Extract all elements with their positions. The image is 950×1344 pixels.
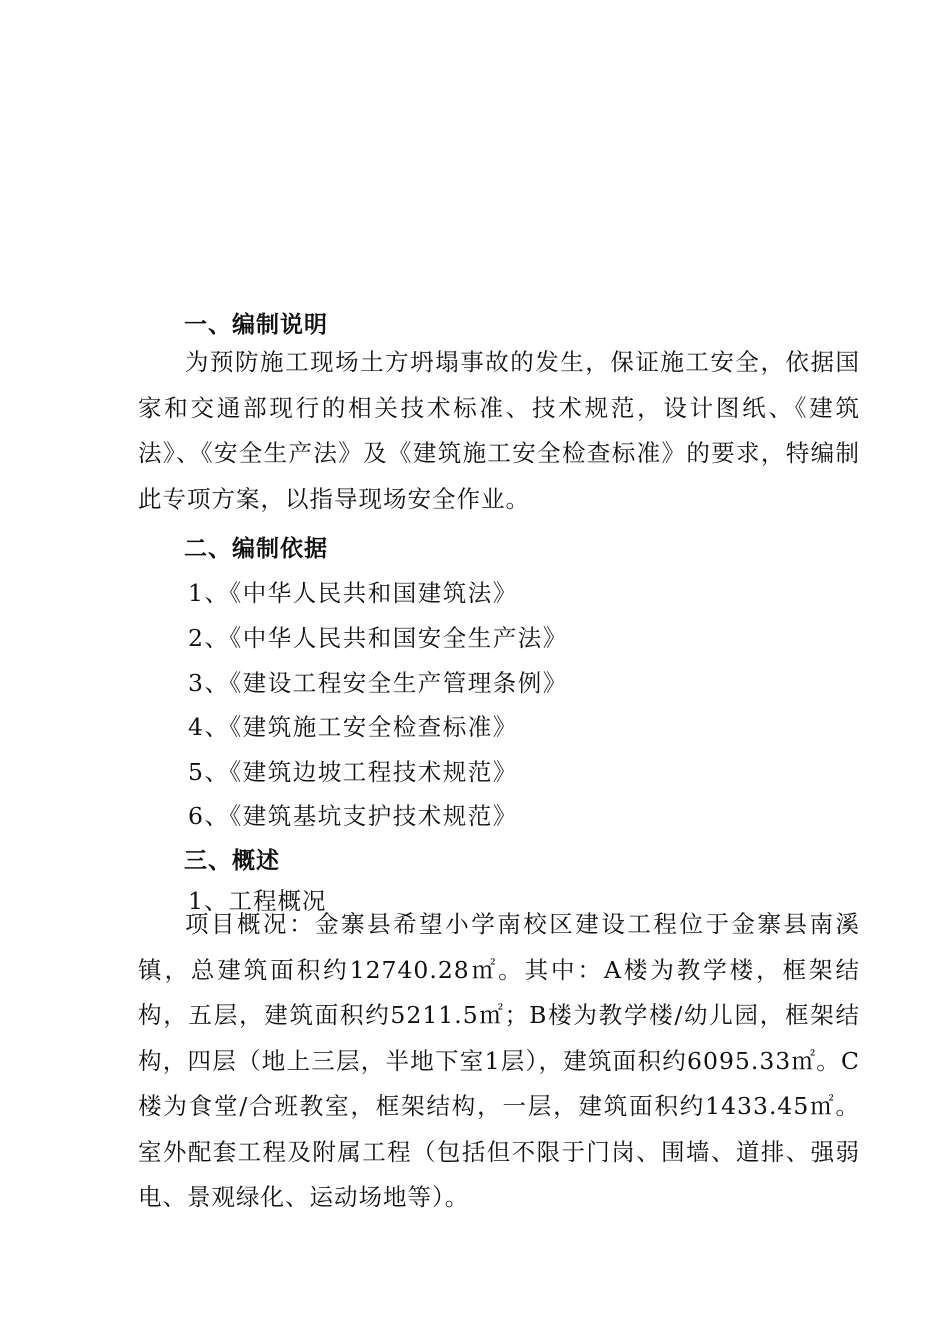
- basis-list-item: 1、《中华人民共和国建筑法》: [188, 579, 518, 607]
- basis-list-item: 5、《建筑边坡工程技术规范》: [188, 758, 518, 786]
- basis-list-item: 4、《建筑施工安全检查标准》: [188, 713, 518, 741]
- subheading-project-overview: 1、工程概况: [188, 887, 327, 915]
- basis-list-item: 3、《建设工程安全生产管理条例》: [188, 669, 568, 697]
- section-heading-compilation-basis: 二、编制依据: [184, 536, 328, 562]
- basis-list-item: 2、《中华人民共和国安全生产法》: [188, 624, 568, 652]
- section-heading-overview: 三、概述: [184, 848, 280, 874]
- compilation-notes-paragraph: 为预防施工现场土方坍塌事故的发生，保证施工安全，依据国家和交通部现行的相关技术标准、技术规范，设计图纸、《建筑法》、《安全生产法》及《建筑施工安全检查标准》的要求，特编制此专项方案，以指导现场安全作业。: [138, 348, 860, 513]
- basis-list-item: 6、《建筑基坑支护技术规范》: [188, 802, 518, 830]
- project-overview-paragraph: 项目概况：金寨县希望小学南校区建设工程位于金寨县南溪镇，总建筑面积约12740.28㎡。其中：A楼为教学楼，框架结构，五层，建筑面积约5211.5㎡；B楼为教学楼/幼儿园，框架结构，四层（地上三层，半地下室1层），建筑面积约6095.33㎡。C楼为食堂/合班教室，框架结构，一层，建筑面积约1433.45㎡。室外配套工程及附属工程（包括但不限于门岗、围墙、道排、强弱电、景观绿化、运动场地等）。: [138, 910, 860, 1211]
- section-heading-compilation-notes: 一、编制说明: [184, 312, 328, 338]
